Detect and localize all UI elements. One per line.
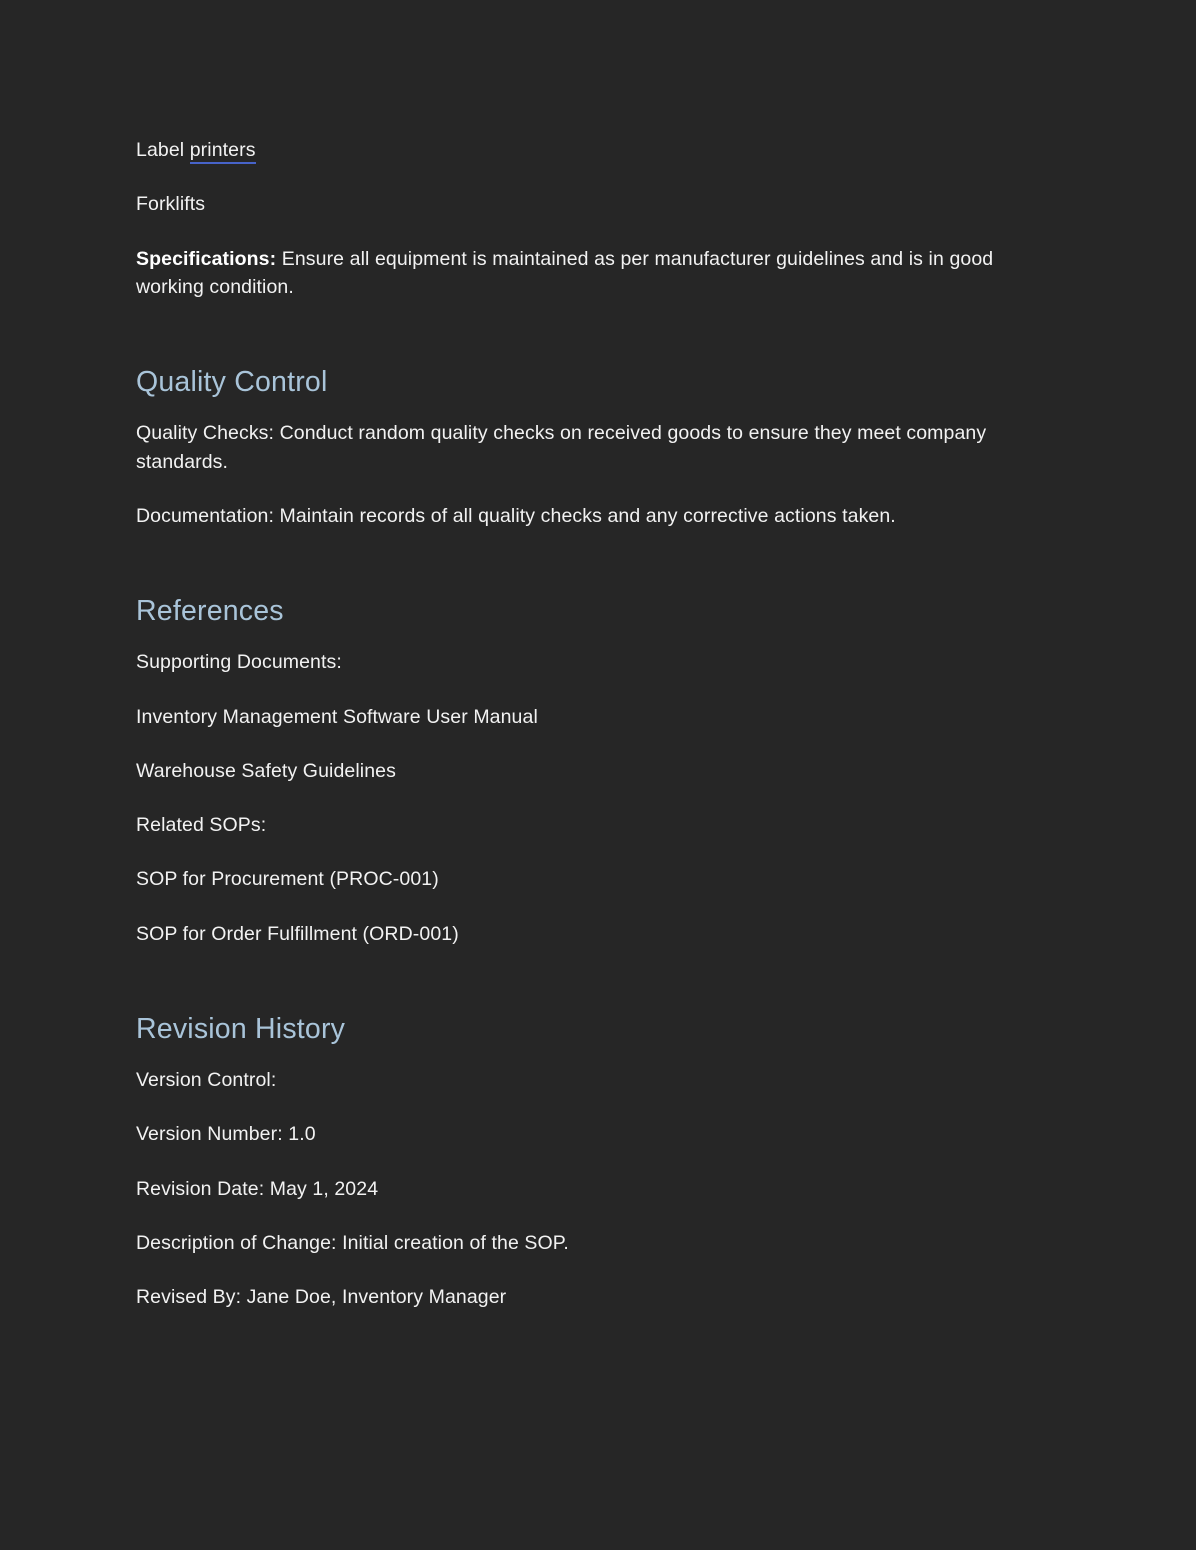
paragraph-description-of-change: Description of Change: Initial creation of the SOP. — [136, 1231, 569, 1254]
paragraph-sop-procurement: SOP for Procurement (PROC-001) — [136, 868, 439, 891]
paragraph-warehouse-safety-guidelines: Warehouse Safety Guidelines — [136, 759, 396, 782]
paragraph-sop-order-fulfillment: SOP for Order Fulfillment (ORD-001) — [136, 922, 459, 945]
section-revision-history — [136, 1012, 1048, 1312]
paragraph-revised-by: Revised By: Jane Doe, Inventory Manager — [136, 1286, 507, 1309]
equipment-section — [136, 136, 1048, 301]
paragraph-version-control: Version Control: — [136, 1069, 277, 1092]
paragraph-supporting-documents: Supporting Documents: — [136, 651, 342, 674]
equipment-label-printers-line — [136, 136, 1048, 164]
specifications-label: Specifications: — [136, 247, 277, 270]
specifications-paragraph — [136, 245, 1048, 302]
section-references — [136, 594, 1048, 948]
heading-revision-history: Revision History — [136, 1012, 346, 1045]
equipment-forklifts-line: Forklifts — [136, 193, 206, 216]
equipment-line-prefix: Label — [136, 139, 190, 161]
section-quality-control — [136, 365, 1048, 530]
paragraph-documentation: Documentation: Maintain records of all quality checks and any corrective actions taken. — [136, 504, 896, 527]
specifications-text: Ensure all equipment is maintained as per manufacturer guidelines and is in good working condition. — [136, 247, 994, 298]
paragraph-version-number: Version Number: 1.0 — [136, 1123, 316, 1146]
paragraph-revision-date: Revision Date: May 1, 2024 — [136, 1177, 379, 1200]
paragraph-quality-checks: Quality Checks: Conduct random quality checks on received goods to ensure they meet company standards. — [136, 422, 987, 473]
document-content — [136, 136, 1048, 1311]
heading-references: References — [136, 595, 284, 628]
paragraph-inventory-software-manual: Inventory Management Software User Manual — [136, 705, 538, 728]
printers-link[interactable]: printers — [190, 139, 256, 164]
heading-quality-control: Quality Control — [136, 366, 328, 399]
paragraph-related-sops: Related SOPs: — [136, 814, 267, 837]
